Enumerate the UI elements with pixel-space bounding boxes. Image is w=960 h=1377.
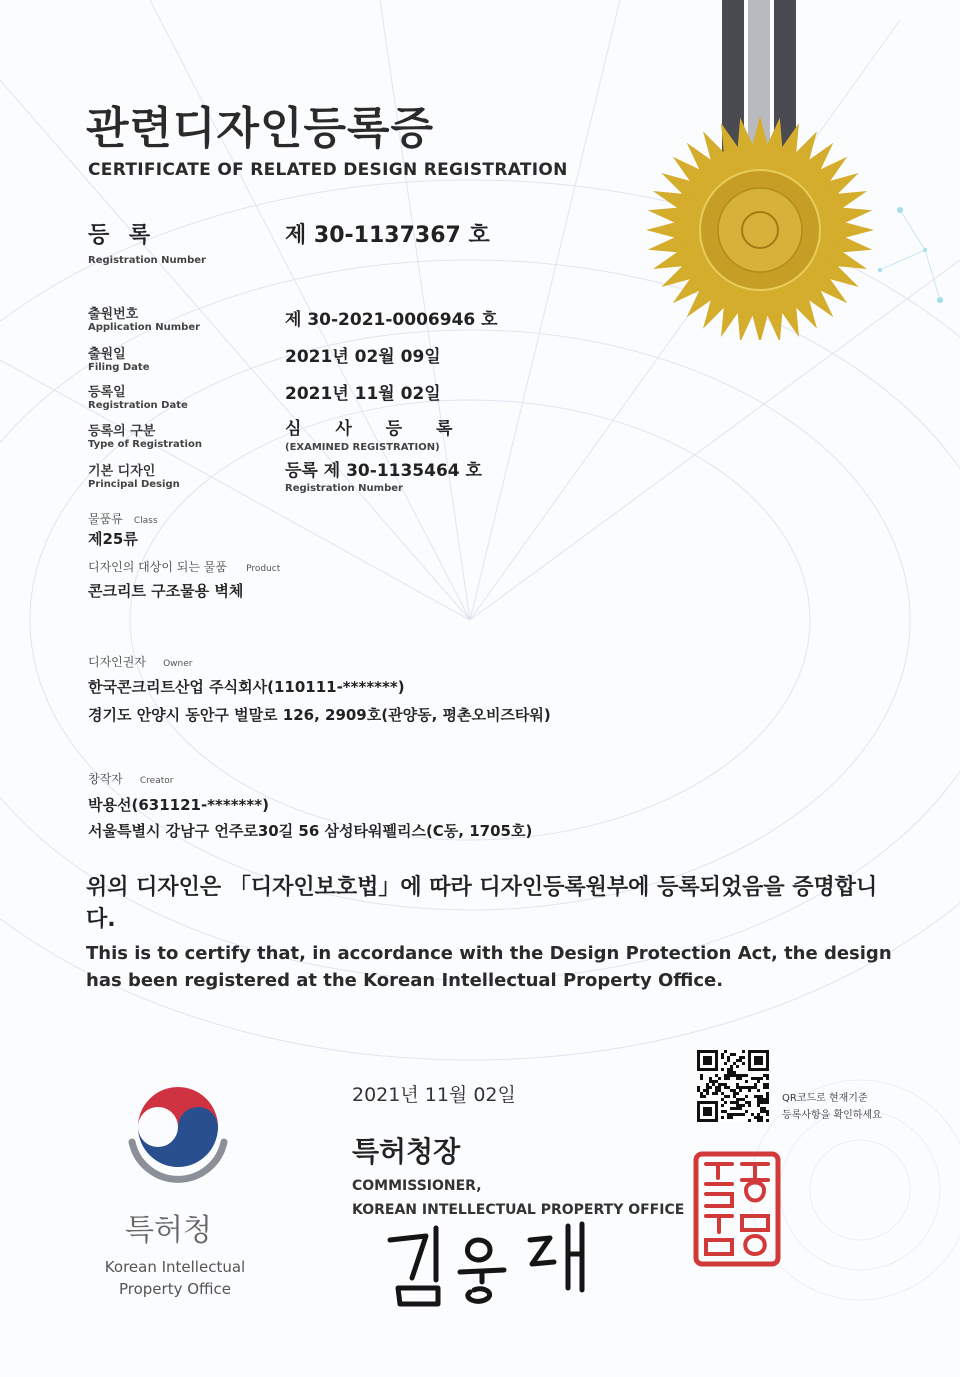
- issue-date: 2021년 11월 02일: [352, 1084, 516, 1106]
- owner-label: [88, 651, 192, 670]
- qr-note-line-1: QR코드로 현재기준: [782, 1093, 868, 1104]
- owner-label-en: Owner: [163, 659, 193, 669]
- class-value: 제25류: [88, 530, 138, 548]
- product-label-ko: 디자인의 대상이 되는 물품: [88, 560, 227, 574]
- registration-type-value: 심 사 등 록: [285, 419, 467, 439]
- registration-date-label-en: Registration Date: [88, 400, 188, 411]
- registration-label-ko: 등 록: [88, 223, 157, 248]
- application-label-ko: 출원번호: [88, 307, 139, 322]
- certificate-title-ko: 관련디자인등록증: [86, 103, 435, 154]
- principal-label-ko: 기본 디자인: [88, 464, 156, 479]
- creator-address: 서울특별시 강남구 언주로30길 56 삼성타워펠리스(C동, 1705호): [88, 822, 533, 840]
- registration-label-en: Registration Number: [88, 255, 206, 266]
- application-number-label: [88, 303, 200, 333]
- principal-design-label: [88, 460, 180, 490]
- product-value: 콘크리트 구조물용 벽체: [88, 582, 244, 600]
- principal-design-value: 등록 제 30-1135464 호: [285, 461, 482, 481]
- qr-code-icon[interactable]: [697, 1050, 769, 1122]
- class-label-ko: 물품류: [88, 512, 123, 526]
- official-stamp: [692, 1150, 782, 1268]
- kipo-logo-icon: [118, 1072, 238, 1192]
- principal-design-value-en: Registration Number: [285, 483, 403, 494]
- registration-label: [88, 218, 206, 266]
- filing-date-label: [88, 343, 149, 373]
- gold-seal: [640, 0, 880, 340]
- product-label: [88, 556, 280, 575]
- registration-number: 제 30-1137367 호: [285, 223, 490, 248]
- owner-name: 한국콘크리트산업 주식회사(110111-*******): [88, 678, 405, 696]
- type-label-en: Type of Registration: [88, 439, 202, 450]
- agency-name-en: Korean Intellectual Property Office: [104, 1258, 246, 1298]
- creator-label: [88, 768, 173, 787]
- filing-label-en: Filing Date: [88, 362, 150, 373]
- filing-date: 2021년 02월 09일: [285, 347, 441, 367]
- registration-type-label: [88, 420, 202, 450]
- registration-date: 2021년 11월 02일: [285, 384, 441, 404]
- registration-date-label-ko: 등록일: [88, 385, 126, 400]
- registration-type-value-en: (EXAMINED REGISTRATION): [285, 442, 440, 453]
- owner-label-ko: 디자인권자: [88, 655, 146, 669]
- certification-text-en: This is to certify that, in accordance with the Design Protection Act, the design has been registered at the Korean Intellectual Property Office.: [86, 943, 892, 991]
- registration-date-label: [88, 381, 188, 411]
- certificate-title-en: CERTIFICATE OF RELATED DESIGN REGISTRATION: [88, 160, 568, 180]
- creator-label-en: Creator: [139, 776, 174, 786]
- agency-name-ko: 특허청: [125, 1213, 212, 1248]
- principal-design: [285, 456, 482, 494]
- class-label-en: Class: [133, 516, 158, 526]
- product-label-en: Product: [246, 564, 281, 574]
- type-label-ko: 등록의 구분: [88, 424, 156, 439]
- registration-type: [285, 414, 466, 453]
- application-number: 제 30-2021-0006946 호: [285, 310, 498, 330]
- principal-label-en: Principal Design: [88, 479, 180, 490]
- creator-label-ko: 창작자: [88, 772, 123, 786]
- qr-note-line-2: 등록사항을 확인하세요: [782, 1110, 882, 1121]
- commissioner-title-en: [352, 1174, 684, 1222]
- creator-name: 박용선(631121-*******): [88, 796, 269, 814]
- application-label-en: Application Number: [88, 322, 201, 333]
- commissioner-title-ko: 특허청장: [352, 1135, 461, 1168]
- certification-text-ko: 위의 디자인은 「디자인보호법」에 따라 디자인등록원부에 등록되었음을 증명합니다.: [86, 875, 878, 932]
- commissioner-en-line-1: COMMISSIONER,: [352, 1178, 482, 1194]
- filing-label-ko: 출원일: [88, 347, 126, 362]
- class-label: [88, 508, 158, 527]
- signature: [382, 1218, 602, 1308]
- commissioner-en-line-2: KOREAN INTELLECTUAL PROPERTY OFFICE: [352, 1202, 685, 1218]
- qr-note: [782, 1090, 882, 1124]
- owner-address: 경기도 안양시 동안구 벌말로 126, 2909호(관양동, 평촌오비즈타워): [88, 706, 551, 724]
